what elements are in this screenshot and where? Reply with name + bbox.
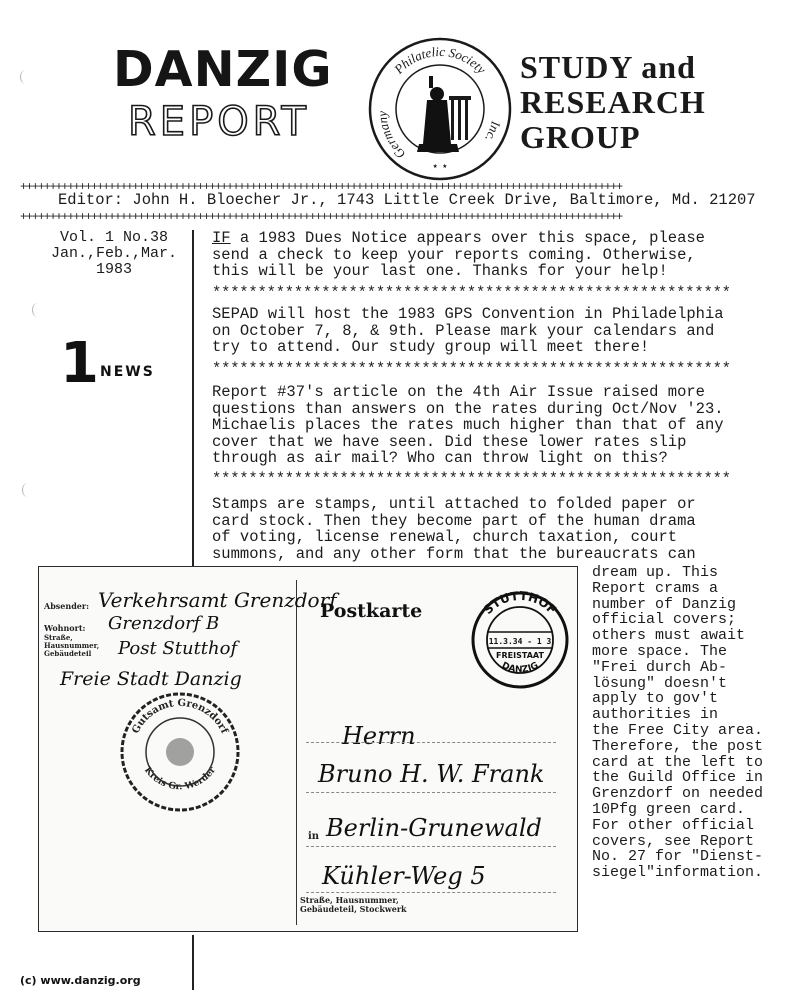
note-stamps: Stamps are stamps, until attached to folded paper or card stock. Then they become part of the human drama of voting, license renewal, church taxation, court summons, and any other form that the bureaucrats can	[212, 495, 696, 563]
note-lead: IF	[212, 229, 231, 247]
address-building-label: Gebäudeteil, Stockwerk	[300, 904, 407, 914]
issue-info	[44, 230, 184, 278]
column-divider-lower	[192, 935, 194, 990]
address-street-label: Straße, Hausnummer,	[300, 895, 399, 905]
group-line: STUDY and	[520, 49, 696, 85]
address-line	[306, 742, 556, 743]
postcard-sender-label: Absender:	[44, 601, 90, 611]
sender-handwriting-4: Freie Stadt Danzig	[60, 668, 242, 690]
address-line	[306, 792, 556, 793]
svg-text:DANZIG: DANZIG	[499, 660, 541, 676]
address-line	[306, 892, 556, 893]
address-handwriting-2: Bruno H. W. Frank	[318, 760, 545, 788]
star-separator: *********************************************************	[212, 284, 731, 302]
address-handwriting-4: Kühler-Weg 5	[322, 862, 486, 890]
side-column-text: dream up. This Report crams a number of Danzig official covers; others must await more space. The "Frei durch Ab- lösung" doesn't apply to gov't authorities in the Free City area. Therefore, the post card at the left to the Guild Office in Grenzdorf on needed 10Pfg green card. For other official covers, see Report No. 27 for "Dienst- siegel"information.	[592, 564, 764, 882]
page-number: 1	[60, 331, 99, 396]
svg-text:Germany: Germany	[374, 110, 409, 163]
binder-hole-mark	[32, 303, 43, 317]
issue-months: Jan.,Feb.,Mar.	[50, 245, 178, 262]
copyright-footer: (c) www.danzig.org	[20, 974, 141, 987]
title-danzig: DANZIG	[113, 41, 333, 98]
svg-text:Inc.: Inc.	[482, 119, 504, 146]
star-separator: *********************************************************	[212, 470, 731, 488]
sender-handwriting-3: Post Stutthof	[118, 638, 238, 659]
svg-text:★ ★: ★ ★	[432, 161, 448, 170]
svg-text:11.3.34 - 1 3: 11.3.34 - 1 3	[488, 637, 552, 646]
svg-text:STUTTHOF: STUTTHOF	[480, 590, 560, 618]
binder-hole-mark	[20, 70, 31, 84]
postcard-residence-label: Wohnort:	[44, 623, 86, 633]
note-air-issue: Report #37's article on the 4th Air Issue raised more questions than answers on the rates during Oct/Nov '23. Michaelis places the rates much higher than that of any cover that we have seen. Did these lower rates slip through as air mail? Who can throw light on this?	[212, 383, 724, 467]
address-handwriting-1: Herrn	[342, 722, 416, 750]
svg-text:Philatelic Society: Philatelic Society	[391, 43, 490, 77]
plus-separator-top: ++++++++++++++++++++++++++++++++++++++++++++++++++++++++++++++++++++++++++++++++++++++++++++++++++++++	[20, 182, 622, 192]
sender-handwriting-1: Verkehrsamt Grenzdorf	[98, 588, 337, 612]
group-line: GROUP	[520, 119, 641, 155]
note-dues: IF a 1983 Dues Notice appears over this space, please send a check to keep your reports coming. Otherwise, this will be your last one. Thanks for your help!	[212, 229, 705, 280]
address-line	[306, 846, 556, 847]
sender-handwriting-2: Grenzdorf B	[108, 613, 220, 634]
note-convention: SEPAD will host the 1983 GPS Convention in Philadelphia on October 7, 8, & 9th. Please mark your calendars and try to attend. Our study group will meet there!	[212, 305, 724, 356]
address-handwriting-3: Berlin-Grunewald	[326, 814, 542, 842]
issue-volume: Vol. 1 No.38	[59, 229, 169, 246]
issue-year: 1983	[95, 261, 132, 278]
svg-text:Gutsamt Grenzdorf: Gutsamt Grenzdorf	[130, 697, 230, 736]
binder-hole-mark	[22, 483, 33, 497]
postmark-stamp	[470, 590, 570, 690]
postcard-street-label: Straße, Hausnummer, Gebäudeteil	[44, 633, 100, 658]
svg-text:FREISTAAT: FREISTAAT	[496, 651, 544, 660]
news-label: NEWS	[100, 364, 155, 380]
postcard-divider	[296, 580, 297, 925]
office-seal-stamp	[118, 690, 242, 814]
study-research-group-title	[520, 50, 706, 155]
address-in-label: in	[308, 831, 320, 842]
star-separator: *********************************************************	[212, 360, 731, 378]
group-line: RESEARCH	[520, 84, 706, 120]
postkarte-title: Postkarte	[320, 600, 423, 622]
society-seal-logo	[367, 36, 513, 182]
title-report: REPORT	[128, 99, 310, 145]
column-divider	[192, 230, 194, 567]
editor-line: Editor: John H. Bloecher Jr., 1743 Little Creek Drive, Baltimore, Md. 21207	[58, 191, 756, 209]
svg-text:Kreis Gr. Werder: Kreis Gr. Werder	[141, 765, 219, 793]
plus-separator-bottom: ++++++++++++++++++++++++++++++++++++++++++++++++++++++++++++++++++++++++++++++++++++++++++++++++++++++	[20, 212, 622, 222]
